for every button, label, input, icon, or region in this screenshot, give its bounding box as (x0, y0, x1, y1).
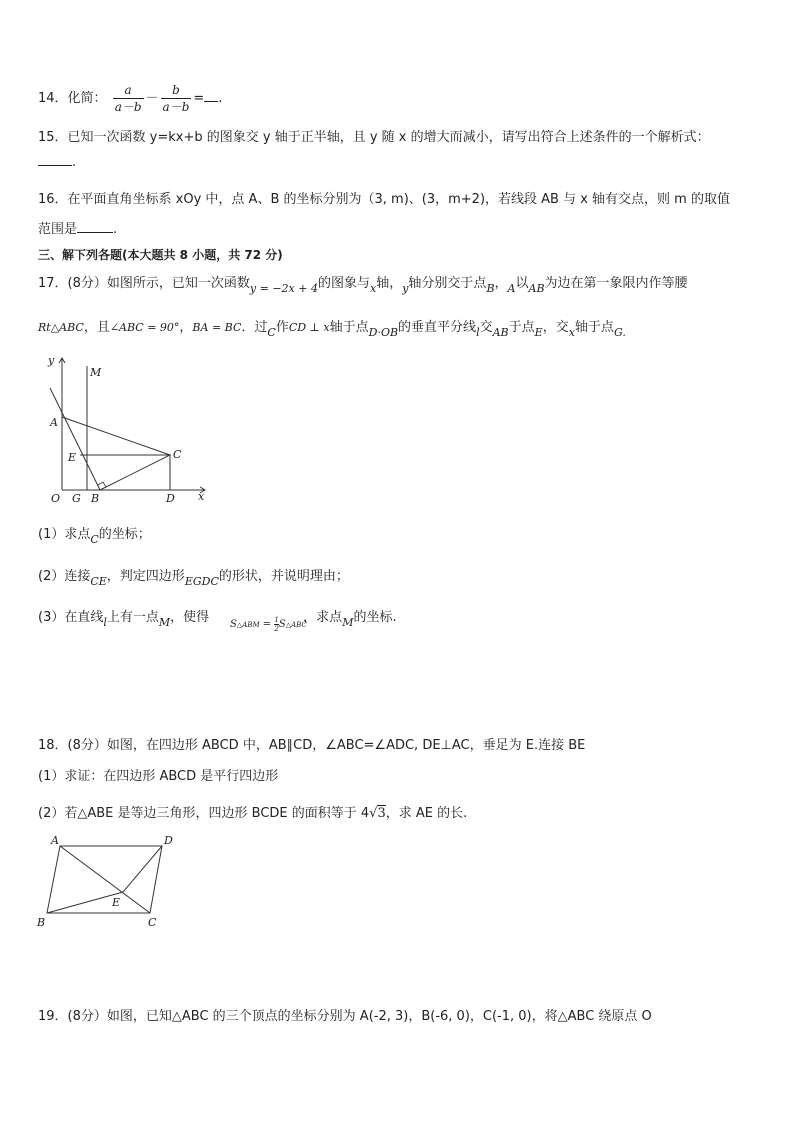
question-17-line2 (38, 316, 626, 339)
formula-frac-den: 2 (274, 625, 279, 633)
formula-sub-abc: △ABC (285, 621, 307, 629)
q17-text-2: 的图象与 (317, 276, 370, 291)
q17-sub1-C: C (90, 533, 99, 546)
label-E: E (112, 896, 121, 909)
triangle-abc (62, 417, 170, 490)
q18-sub2-text-b: ，求 AE 的长. (385, 806, 468, 821)
q14-frac2-num: b (161, 82, 192, 99)
q18-sub2 (38, 802, 467, 821)
q17-sub2 (38, 565, 349, 588)
label-O: O (51, 492, 61, 505)
question-15: 15．已知一次函数 y=kx+b 的图象交 y 轴于正半轴，且 y 随 x 的增大而减小，请写出符合上述条件的一个解析式： (38, 130, 710, 145)
question-17-line1 (38, 272, 688, 295)
q14-minus: － (145, 91, 159, 106)
q17-sub3-text-b: 上有一点 (106, 610, 159, 625)
q17-l2-text-5: 的垂直平分线 (398, 320, 477, 335)
q17-l2-text-2: ．过 (241, 320, 268, 335)
q17-y: y (402, 282, 409, 295)
formula-sub-abm: △ABM (236, 621, 260, 629)
q17-d-ob: D·OB (368, 326, 399, 339)
q14-answer-blank[interactable] (204, 91, 218, 102)
label-B: B (91, 492, 100, 505)
q17-sub2-text-b: ，判定四边形 (106, 569, 185, 584)
q17-sub3-M2: M (342, 616, 354, 629)
q17-l2-text-9: 轴于点 (574, 320, 614, 335)
q17-rt-abc: Rt△ABC (38, 321, 84, 334)
q17-l2-text-7: 于点 (508, 320, 535, 335)
label-y: y (48, 354, 55, 367)
q14-frac1-num: a (113, 82, 144, 99)
q17-l2-text-6: 交 (479, 320, 493, 335)
q15-answer-line (38, 155, 76, 170)
q14-frac1-den: a－b (114, 100, 142, 114)
q17-l2-G: G (613, 326, 623, 339)
q17-sub1-text-a: (1）求点 (38, 527, 91, 542)
q14-fraction-2 (161, 82, 192, 115)
label-A: A (50, 416, 58, 429)
q17-text-3: 轴， (376, 276, 403, 291)
q17-AB: AB (528, 282, 545, 295)
q17-B: B (486, 282, 495, 295)
q17-sub3-text-a: (3）在直线 (38, 610, 104, 625)
q17-sub1 (38, 523, 151, 546)
question-14 (38, 82, 222, 115)
q14-end: . (218, 91, 223, 106)
label-M: M (90, 366, 102, 379)
q17-l2-dot: . (622, 326, 626, 339)
function-line (50, 388, 100, 490)
q14-fraction-1 (113, 82, 144, 115)
q17-area-formula (230, 616, 307, 633)
q17-text-1: 17．(8分）如图所示，已知一次函数 (38, 276, 250, 291)
q17-text-4: 轴分别交于点 (408, 276, 487, 291)
label-A: A (51, 834, 59, 847)
question-16-line2 (38, 218, 117, 237)
q14-equals: = (193, 91, 205, 106)
q17-sep: ， (494, 276, 508, 291)
label-B: B (37, 916, 46, 929)
q17-figure (40, 350, 215, 505)
formula-S-left: S (230, 619, 237, 630)
q17-A: A (507, 282, 516, 295)
q17-text-5: 以 (515, 276, 529, 291)
q18-sub1: (1）求证：在四边形 ABCD 是平行四边形 (38, 769, 279, 784)
q17-sub3-text-c: ，使得 (170, 610, 210, 625)
section-3-title: 三、解下列各题(本大题共 8 小题，共 72 分) (38, 248, 283, 262)
q18-sqrt-value: 3 (377, 806, 386, 821)
q17-l2-text-4: 轴于点 (329, 320, 369, 335)
q17-sub3 (38, 606, 397, 629)
q17-l2-comma: ， (179, 320, 193, 335)
label-D: D (164, 834, 173, 847)
label-E: E (68, 451, 77, 464)
q17-angle: ∠ABC = 90° (109, 321, 180, 334)
q16-line2-text: 范围是 (38, 222, 78, 237)
q15-answer-blank[interactable] (38, 155, 72, 166)
diagonal-ac (60, 846, 150, 913)
q17-sub1-text-b: 的坐标； (98, 527, 151, 542)
q17-l2-x: x (568, 326, 575, 339)
question-18: 18．(8分）如图，在四边形 ABCD 中，AB∥CD，∠ABC=∠ADC, DE⊥AC，垂足为 E.连接 BE (38, 738, 586, 753)
formula-frac-num: 1 (274, 616, 279, 624)
label-x: x (198, 490, 205, 503)
q17-sub3-l: l (103, 616, 107, 629)
q17-sub3-text-d: ，求点 (303, 610, 343, 625)
q17-equation: y = −2x + 4 (249, 282, 318, 295)
q17-sub2-text-c: 的形状，并说明理由； (218, 569, 349, 584)
question-19: 19．(8分）如图，已知△ABC 的三个顶点的坐标分别为 A(-2, 3)，B(-6, 0)，C(-1, 0)，将△ABC 绕原点 O (38, 1009, 652, 1024)
label-G: G (72, 492, 81, 505)
q17-sub2-EGDC: EGDC (184, 575, 219, 588)
question-16: 16．在平面直角坐标系 xOy 中，点 A、B 的坐标分别为（3, m)、(3，m+2)，若线段 AB 与 x 轴有交点，则 m 的取值 (38, 192, 730, 207)
formula-eq: = (262, 619, 272, 630)
q17-sub2-text-a: (2）连接 (38, 569, 91, 584)
q17-sub3-text-e: 的坐标. (353, 610, 397, 625)
segment-de (123, 846, 162, 892)
label-C: C (148, 916, 157, 929)
q17-text-6: 为边在第一象限内作等腰 (544, 276, 688, 291)
sqrt-icon: √ (369, 806, 378, 821)
q17-cd-perp: CD ⊥ x (288, 321, 330, 334)
q17-l2-text-3: 作 (275, 320, 289, 335)
label-D: D (166, 492, 175, 505)
q17-sub2-CE: CE (90, 575, 107, 588)
q17-l2-E: E (534, 326, 543, 339)
q15-end: . (72, 155, 77, 170)
q18-figure (35, 830, 185, 930)
label-C: C (173, 448, 182, 461)
q17-l2-l: l (476, 326, 480, 339)
q17-sub3-M: M (158, 616, 171, 629)
q14-frac2-den: a－b (162, 100, 190, 114)
q18-sub2-text-a: (2）若△ABE 是等边三角形，四边形 BCDE 的面积等于 4 (38, 806, 370, 821)
q16-answer-blank[interactable] (77, 222, 113, 233)
q17-l2-text-8: ，交 (542, 320, 569, 335)
formula-S-right: S (278, 619, 286, 630)
q17-ba-bc: BA = BC (192, 321, 242, 334)
q16-end: . (113, 222, 118, 237)
right-angle-mark-icon (98, 482, 106, 487)
q17-x: x (369, 282, 377, 295)
q14-label: 14．化简： (38, 91, 107, 106)
q17-l2-C: C (267, 326, 276, 339)
q17-l2-text-1: ，且 (83, 320, 110, 335)
q17-l2-AB: AB (492, 326, 509, 339)
